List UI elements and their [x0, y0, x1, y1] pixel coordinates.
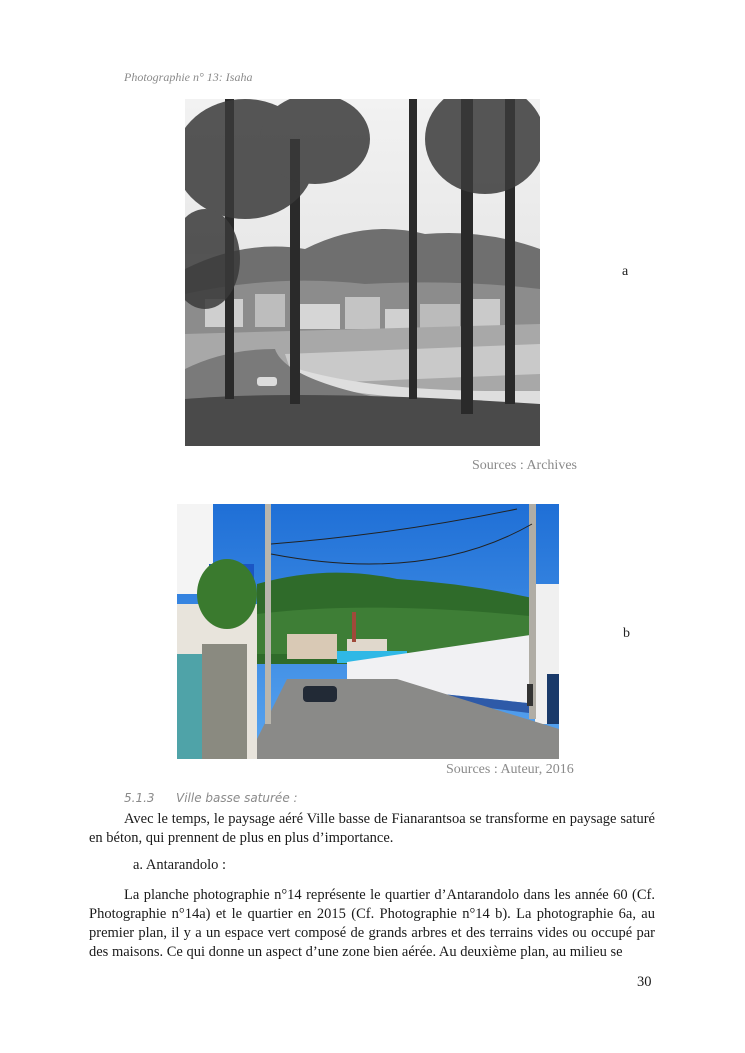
archive-photo-image [185, 99, 540, 446]
photo-a-label: a [622, 264, 629, 279]
list-item-antarandolo: a. Antarandolo : [133, 857, 227, 873]
intro-paragraph: Avec le temps, le paysage aéré Ville basse de Fianarantsoa se transforme en paysage saturé en béton, qui prennent de plus en plus d’importance. [89, 811, 655, 846]
section-number: 5.1.3 [124, 791, 155, 805]
archive-photo [185, 99, 540, 446]
photo-b-label: b [623, 626, 630, 641]
photo-a-source: Sources : Archives [472, 458, 577, 473]
photo-b-source: Sources : Auteur, 2016 [446, 762, 574, 777]
section-heading [124, 791, 298, 805]
section-title: Ville basse saturée : [176, 791, 298, 805]
photo-caption: Photographie n° 13: Isaha [124, 70, 253, 84]
body-paragraph: La planche photographie n°14 représente le quartier d’Antarandolo dans les année 60 (Cf. Photographie n°14a) et le quartier en 2015 (Cf. Photographie n°14 b). La photographie 6a, au premier plan, il y a un espace vert composé de grands arbres et des terrains vides ou occupé par des maisons. Ce qui donne un aspect d’une zone bien aérée. Au deuxième plan, au milieu se [89, 887, 655, 960]
contemporary-photo-image [177, 504, 559, 759]
page-number: 30 [637, 974, 652, 990]
contemporary-photo [177, 504, 559, 759]
